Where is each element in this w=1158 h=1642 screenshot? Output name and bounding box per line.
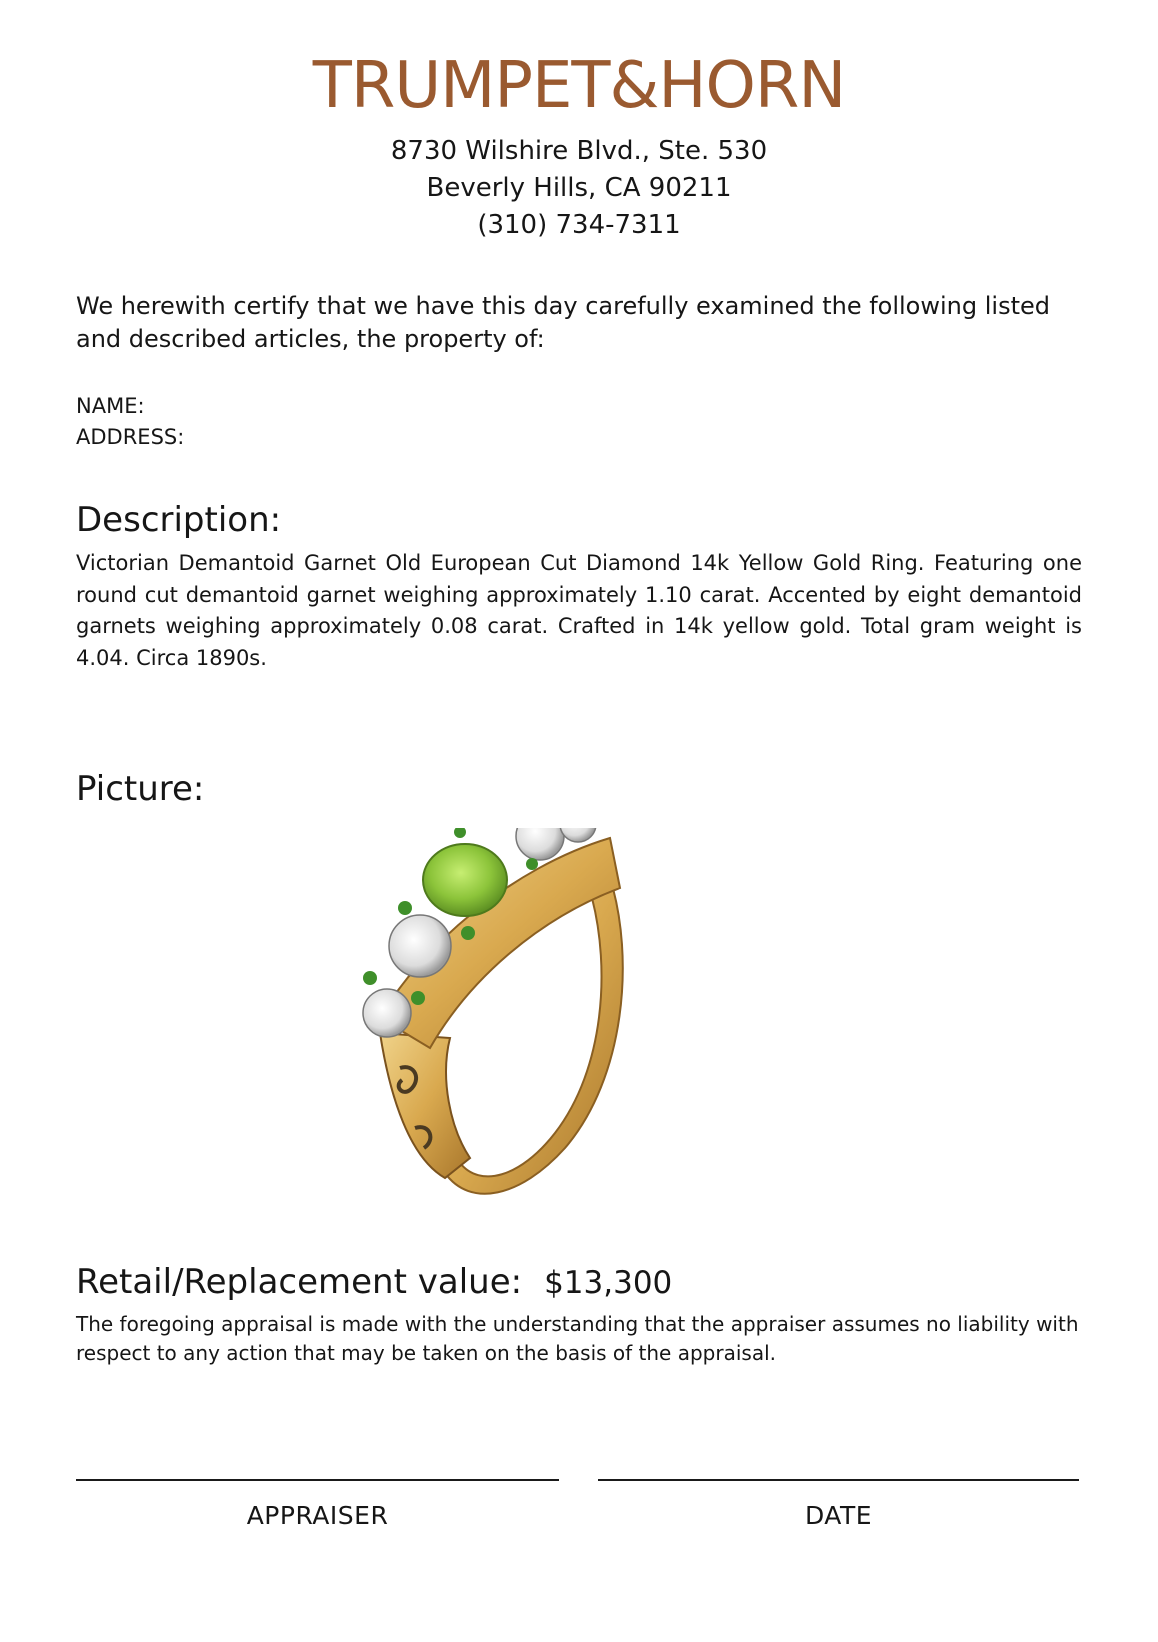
brand-logo: TRUMPET&HORN [312,49,846,123]
valuation-row [76,1260,672,1305]
address-label: ADDRESS: [76,425,185,449]
date-label: DATE [804,1501,873,1530]
ring-photo [360,828,660,1248]
address-line-1: 8730 Wilshire Blvd., Ste. 530 [390,136,768,166]
certification-intro: We herewith certify that we have this day carefully examined the following listed and described articles, the property of: [76,292,1050,353]
valuation-label: Retail/Replacement value: [76,1262,523,1302]
disclaimer-text: The foregoing appraisal is made with the understanding that the appraiser assumes no liability with respect to any action that may be taken on the basis of the appraisal. [76,1312,1079,1365]
phone-number: (310) 734-7311 [477,210,681,240]
date-signature-line [598,1479,1079,1481]
address-line-2: Beverly Hills, CA 90211 [426,173,732,203]
picture-heading: Picture: [76,769,205,809]
valuation-amount: $13,300 [544,1265,673,1301]
appraiser-signature-line [76,1479,559,1481]
description-heading: Description: [76,500,282,540]
name-label: NAME: [76,394,145,418]
description-text: Victorian Demantoid Garnet Old European Cut Diamond 14k Yellow Gold Ring. Featuring one round cut demantoid garnet weighing approximately 1.10 carat. Accented by eight demantoid garnets weighing approximately 0.08 carat. Crafted in 14k yellow gold. Total gram weight is 4.04. Circa 1890s. [76,551,1082,670]
appraiser-label: APPRAISER [246,1501,389,1530]
